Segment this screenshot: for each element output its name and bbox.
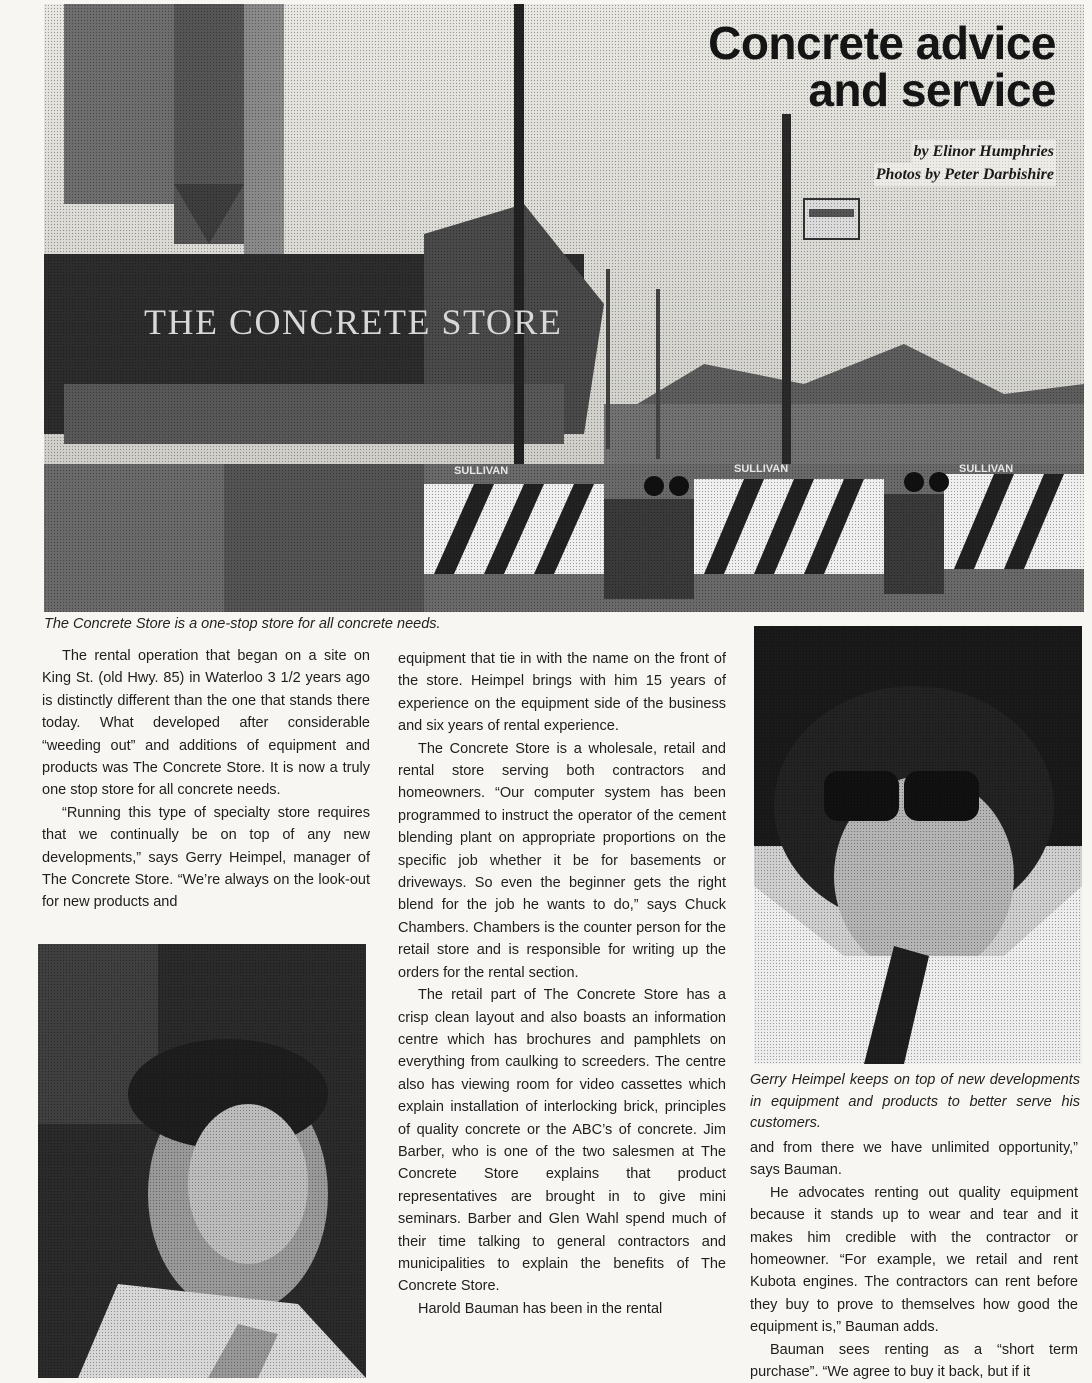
- paragraph: The retail part of The Concrete Store has a crisp clean layout and also boasts an information centre which has brochures and pamphlets on everything from caulking to screeders. The centre also has viewing room for video cassettes which explain installation of interlocking brick, principles of quality concrete or the ABC’s of concrete. Jim Barber, who is one of the two salesmen at The Concrete Store explains that product representatives are brought in to give mini seminars. Barber and Glen Wahl spend much of their time talking to general contractors and municipalities to explain the benefits of The Concrete Store.: [398, 987, 726, 1295]
- store-sign: THE CONCRETE STORE: [144, 302, 563, 342]
- paragraph: He advocates renting out quality equipment because it stands up to wear and tear and it makes him credible with the contractor or homeowner. “For example, we retail and rent Kubota engines. The contractors can rent before they buy to prove to themselves how good the equipment is,” Bauman adds.: [750, 1184, 1078, 1336]
- paragraph: The Concrete Store is a wholesale, retail and rental store serving both contractors and homeowners. “Our computer system has been programmed to instruct the operator of the cement blending plant on appropriate proportions on the specific job whether it be for basements or driveways. So even the beginner gets the right blend for the job he wants to do,” says Chuck Chambers. Chambers is the counter person for the retail store and is responsible for writing up the orders for the rental section.: [398, 740, 726, 981]
- headline-line-2: and service: [808, 64, 1056, 116]
- hero-caption: The Concrete Store is a one-stop store for all concrete needs.: [44, 616, 441, 632]
- paragraph: Bauman sees renting as a “short term purchase”. “We agree to buy it back, but if it: [750, 1341, 1078, 1381]
- heimpel-portrait-photo: [754, 626, 1082, 1064]
- barrier-label-1: SULLIVAN: [454, 465, 509, 477]
- heimpel-caption: Gerry Heimpel keeps on top of new developments in equipment and products to better serve his customers.: [750, 1072, 1080, 1131]
- byline-author: by Elinor Humphries: [912, 140, 1056, 163]
- article-headline: [636, 17, 1056, 116]
- barrier-label-3: SULLIVAN: [959, 463, 1014, 475]
- heimpel-portrait-illustration: [754, 626, 1082, 1064]
- paragraph: and from there we have unlimited opportunity,” says Bauman.: [750, 1140, 1078, 1179]
- paragraph: equipment that tie in with the name on the front of the store. Heimpel brings with him 15 years of experience on the equipment side of the business and six years of rental experience.: [398, 651, 726, 735]
- article-column-2: [398, 648, 726, 1320]
- paragraph: “Running this type of specialty store requires that we continually be on top of any new developments,” says Gerry Heimpel, manager of The Concrete Store. “We’re always on the look-out for new products and: [42, 804, 370, 911]
- article-column-3: [750, 1137, 1078, 1383]
- headline-line-1: Concrete advice: [708, 17, 1056, 69]
- portrait-photo-bottom-illustration: [38, 944, 366, 1378]
- portrait-photo-bottom: [38, 944, 366, 1378]
- byline-photos: Photos by Peter Darbishire: [874, 163, 1056, 186]
- barrier-label-2: SULLIVAN: [734, 463, 789, 475]
- byline: [874, 140, 1056, 186]
- paragraph: Harold Bauman has been in the rental: [418, 1300, 663, 1317]
- paragraph: The rental operation that began on a site on King St. (old Hwy. 85) in Waterloo 3 1/2 years ago is distinctly different than the one that stands there today. What developed after considerable “weeding out” and additions of equipment and products was The Concrete Store. It is now a truly one stop store for all concrete needs.: [42, 648, 370, 799]
- article-column-1: [42, 645, 370, 914]
